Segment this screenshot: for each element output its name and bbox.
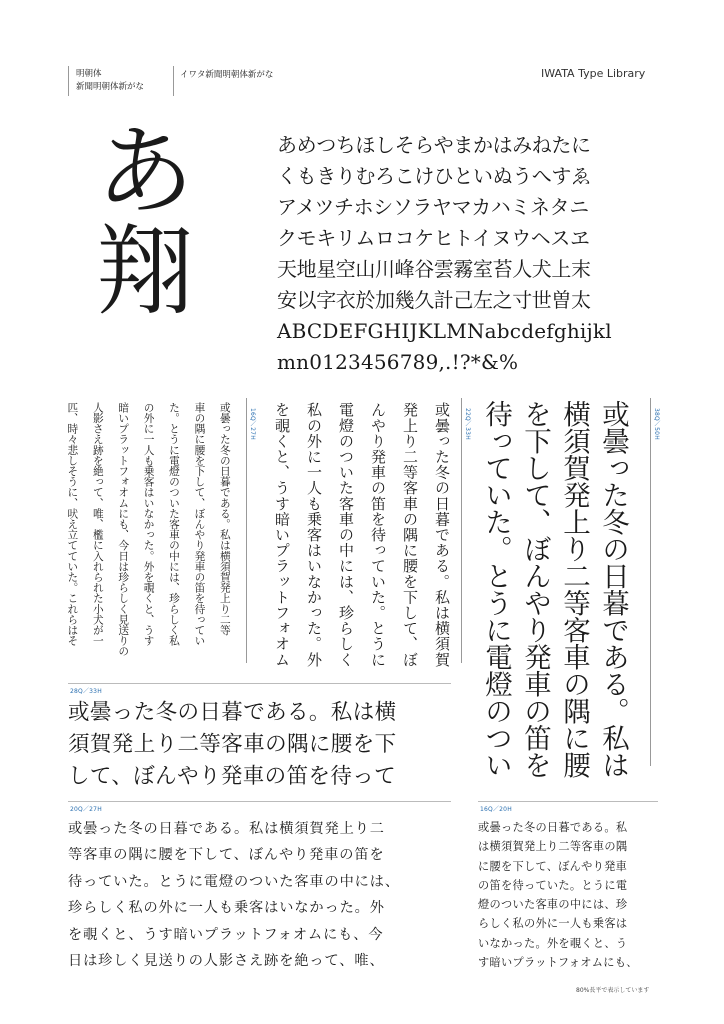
header-divider-left — [68, 66, 69, 96]
sample-38q-text: 或曇った冬の日暮である。私は 横須賀発上り二等客車の隅に腰 を下して、ぼんやり発車の笛を 待っていた。とうに電燈のつい — [480, 400, 629, 778]
sample-16q-h-text: 或曇った冬の日暮である。私 は横須賀発上り二等客車の隅 に腰を下して、ぼんやり発車 の笛を待っていた。とうに電 燈のついた客車の中には、珍 らしく私の外に一人も乗客は いなかった。外を覗くと、う す暗いプラットフォオムにも、 — [478, 821, 638, 970]
sample-38q-rule — [650, 398, 651, 766]
sample-20q-text: 或曇った冬の日暮である。私は横須賀発上り二 等客車の隅に腰を下して、ぼんやり発車の笛を 待っていた。とうに電燈のついた客車の中には、 珍らしく私の外に一人も乗客はいなかった。外 を覗くと、うす暗いプラットフォオムにも、今 日は珍しく見送りの人影さえ跡を絶って、唯、 — [68, 821, 400, 970]
charset-line: 天地星空山川峰谷雲霧室苔人犬上末 — [277, 257, 591, 281]
sample-20q-label: 20Q／27H — [70, 806, 102, 813]
sample-16q-h-rule — [478, 801, 658, 802]
sample-22q-label: 22Q／33H — [464, 408, 471, 440]
font-name-label: 新聞明朝体新がな — [76, 82, 145, 92]
category-label: 明朝体 — [76, 69, 102, 79]
header-font-info — [76, 68, 144, 94]
sample-20q-rule — [68, 801, 451, 802]
charset-line: ABCDEFGHIJKLMNabcdefghijkl — [277, 319, 612, 343]
sample-38q-label: 38Q／50H — [653, 408, 660, 440]
charset-line: 安以字衣於加幾久計己左之寸世曽太 — [277, 288, 591, 312]
sample-28q-rule — [68, 683, 451, 684]
charset-line: クモキリムロコケヒトイヌウヘスヱ — [277, 226, 590, 250]
sample-16q-label: 16Q／27H — [249, 408, 256, 440]
sample-16q-h-label: 16Q／20H — [480, 806, 512, 813]
sample-16q-rule — [246, 398, 247, 663]
sample-22q-text: 或曇った冬の日暮である。私は横須賀 発上り二等客車の隅に腰を下して、ぼ んやり発車の笛を待っていた。とうに 電燈のついた客車の中には、珍らしく 私の外に一人も乗客はいなかった。外 を覗くと、うす暗いプラットフォオム — [273, 402, 451, 668]
footer-note: 80%長平で表示しています — [576, 987, 650, 994]
sample-22q-rule — [461, 398, 462, 663]
charset-line: くもきりむろこけひといぬうへすゑ — [277, 164, 591, 188]
charset-line: あめつちほしそらやまかはみねたに — [277, 133, 591, 157]
charset-line: アメツチホシソラヤマカハミネタニ — [277, 195, 589, 219]
sample-16q-text: 或曇った冬の日暮である。私は横須賀発上り二等 車の隅に腰を下して、ぼんやり発車の笛を待ってい た。とうに電燈のついた客車の中には、珍らしく私 の外に一人も乗客はいなかった。外を覗くと、うす 暗いプラットフォオムにも、今日は珍らしく見送りの 人影さえ跡を絶って、唯、檻に入れられた小犬が一 匹、時々悲しそうに、吠え立てていた。これらはそ — [66, 402, 232, 657]
header-divider-mid — [173, 66, 174, 96]
brand-name: IWATA Type Library — [541, 67, 646, 80]
sample-28q-text: 或曇った冬の日暮である。私は横 須賀発上り二等客車の隅に腰を下 して、ぼんやり発車の笛を待って — [68, 700, 397, 789]
sample-28q-label: 28Q／33H — [70, 688, 102, 695]
font-name-full: イワタ新聞明朝体新がな — [180, 70, 274, 80]
charset-line: mn0123456789,.!?*&% — [277, 350, 519, 374]
big-glyph-display: あ 翔 — [96, 115, 195, 329]
charset-block — [277, 130, 612, 378]
